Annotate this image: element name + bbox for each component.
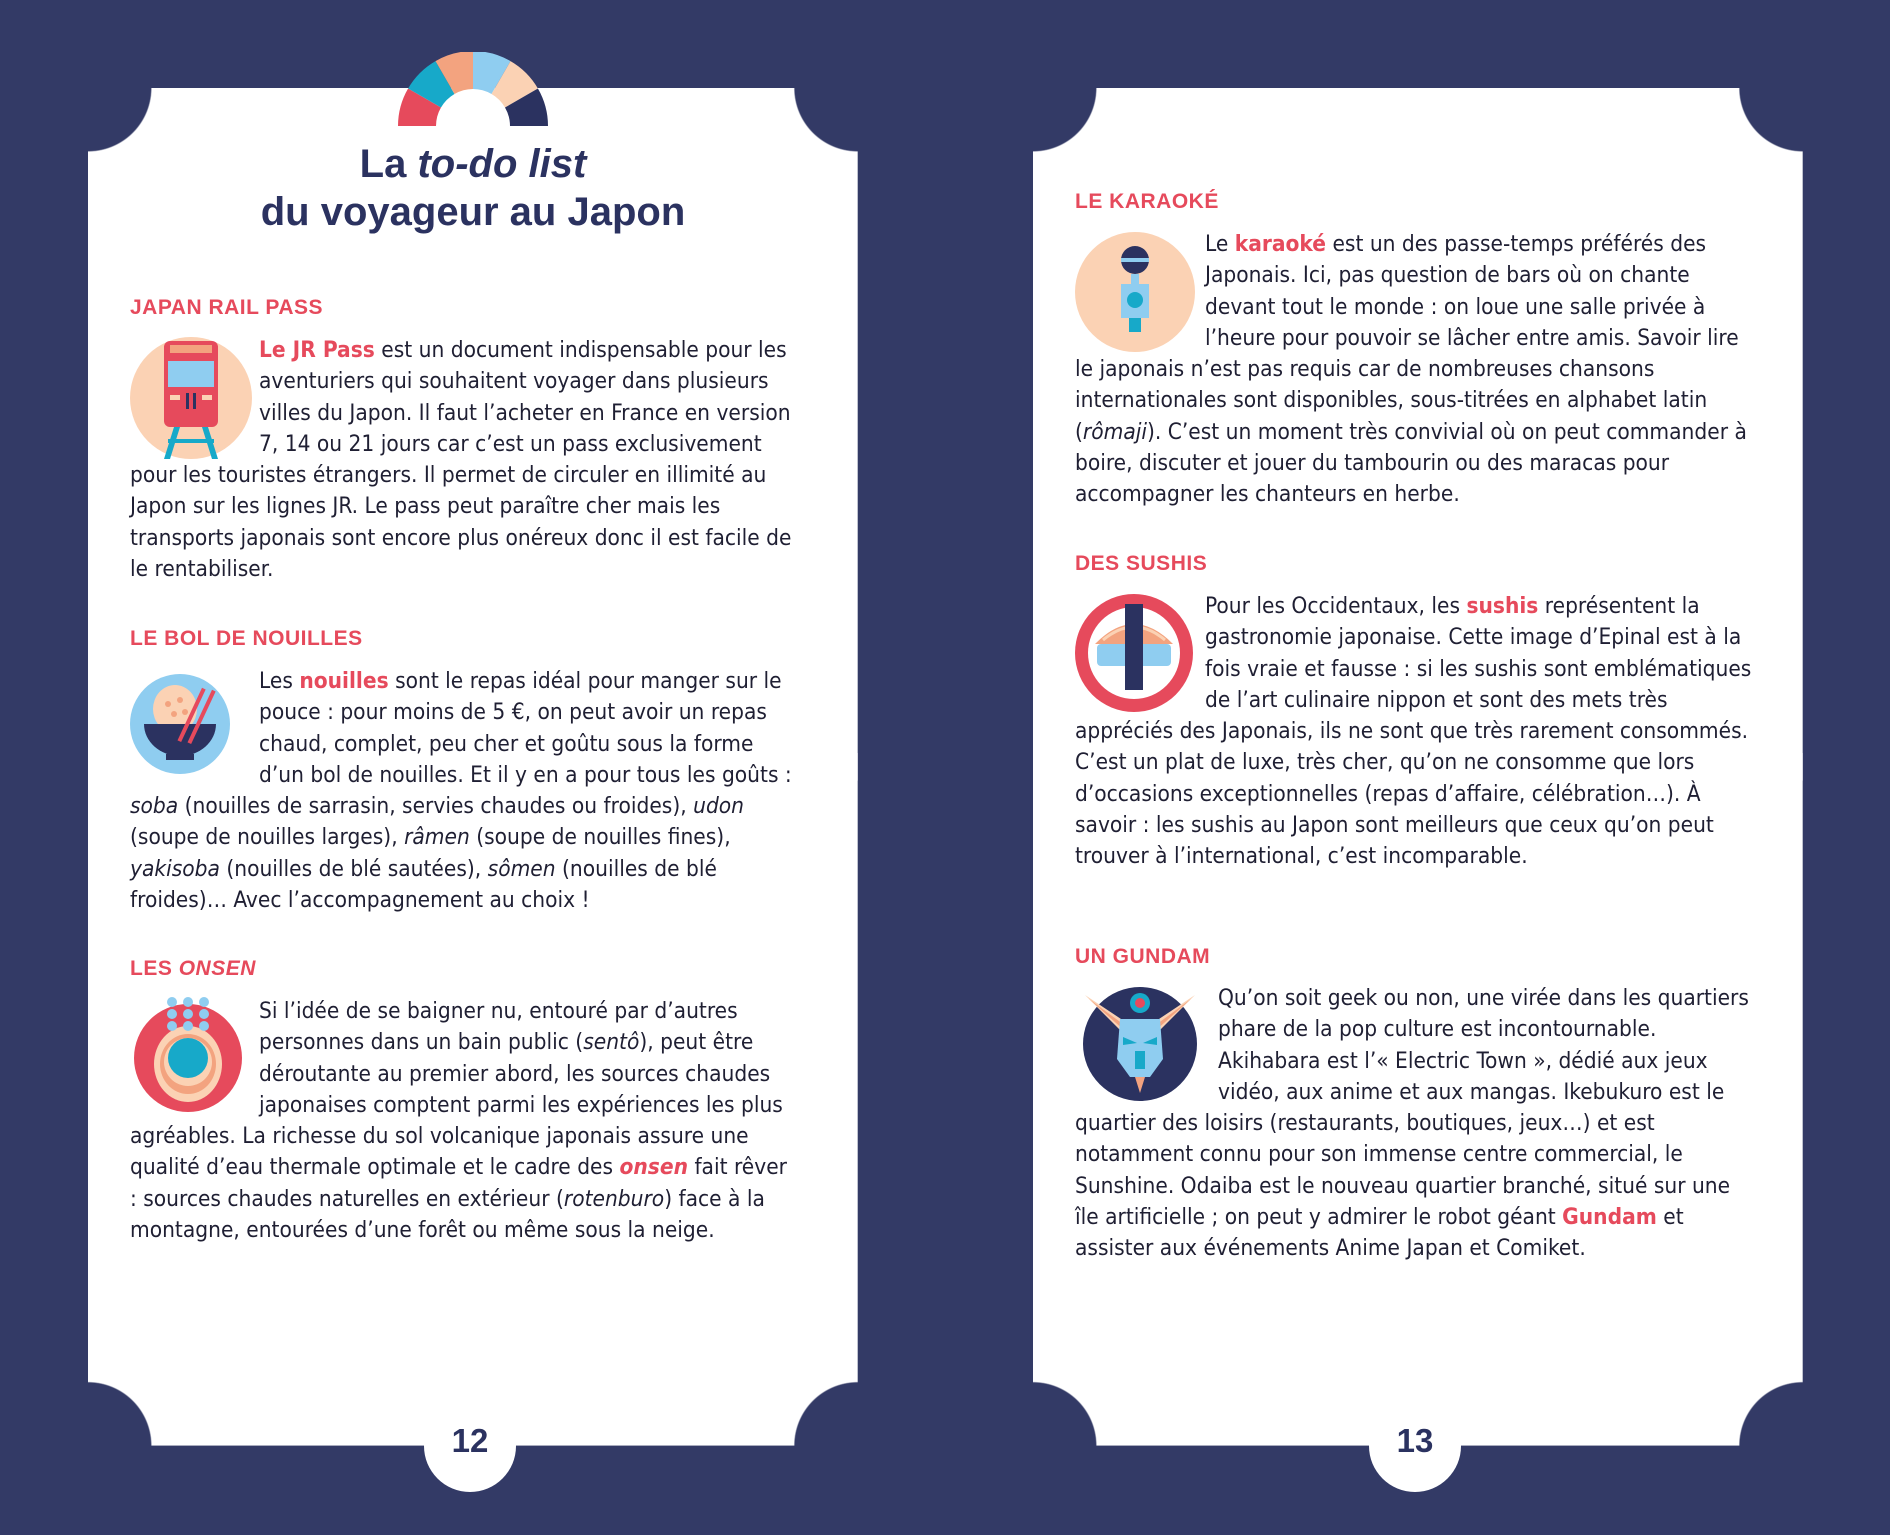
text-run: Pour les Occidentaux, les <box>1205 593 1467 619</box>
text-run: (soupe de nouilles fines), <box>469 824 731 851</box>
page-number-left: 12 <box>424 1400 516 1492</box>
text-run: ), peut être déroutante au premier abord, les sources chaudes japonaises comptent parmi les expériences les plus agréables. La richesse du sol volcanique japonais assure une qualité d’eau thermale optimale et le cadre des <box>130 1029 783 1181</box>
section-heading-noodles: LE BOL DE NOUILLES <box>130 627 363 650</box>
title-line1-pre: La <box>359 142 418 186</box>
emphasized-text: rômaji <box>1082 418 1147 445</box>
page-number-right: 13 <box>1369 1400 1461 1492</box>
text-run: Si l’idée de se baigner nu, entouré par d’autres personnes dans un bain public ( <box>259 998 738 1056</box>
text-run: (nouilles de blé froides)… Avec l’accompagnement au choix ! <box>130 855 717 914</box>
emphasized-text: sentô <box>583 1029 640 1056</box>
emphasized-text: onsen <box>619 1154 689 1181</box>
emphasized-text: sushis <box>1466 593 1539 619</box>
page-title <box>88 140 858 236</box>
text-run: est un des passe-temps préférés des Japonais. Ici, pas question de bars où on chante devant tout le monde : on loue une salle privée à l’heure pour pouvoir se lâcher entre amis. Savoir lire le japonais n’est pas requis car de nombreuses chansons internationales sont disponibles, sous-titrées en alphabet latin ( <box>1075 231 1739 445</box>
emphasized-text: râmen <box>404 824 470 851</box>
emphasized-text: sômen <box>487 855 556 882</box>
text-run: (soupe de nouilles larges), <box>130 824 405 851</box>
text-run: Qu’on soit geek ou non, une virée dans les quartiers phare de la pop culture est incontournable. Akihabara est l’« Electric Town », dédié aux jeux vidéo, aux anime et aux mangas. Ikebukuro est le quartier des loisirs (restaurants, boutiques, jeux…) et est notamment connu pour son immense centre commercial, le Sunshine. Odaiba est le nouveau quartier branché, situé sur une île artificielle ; on peut y admirer le robot géant <box>1075 985 1749 1231</box>
section-heading-jr-pass: JAPAN RAIL PASS <box>130 296 324 319</box>
heading-onsen-pre: LES <box>130 957 179 980</box>
emphasized-text: nouilles <box>299 668 389 694</box>
text-run: représentent la gastronomie japonaise. Cette image d’Epinal est à la fois vraie et fausse : si les sushis sont emblématiques de l’art culinaire nippon et sont des mets très appréciés des Japonais, ils ne sont que très rarement consommés. C’est un plat de luxe, très cher, qu’on ne consomme que lors d’occasions exceptionnelles (repas d’affaire, célébration…). À savoir : les sushis au Japon sont meilleurs que ceux qu’on peut trouver à l’international, c’est incomparable. <box>1075 593 1752 870</box>
emphasized-text: karaoké <box>1234 231 1327 257</box>
section-text-karaoke <box>1075 229 1755 511</box>
text-run: ). C’est un moment très convivial où on peut commander à boire, discuter et jouer du tambourin ou des maracas pour accompagner les chanteurs en herbe. <box>1075 418 1747 508</box>
text-run: Le <box>1205 231 1235 257</box>
text-run: sont le repas idéal pour manger sur le pouce : pour moins de 5 €, on peut avoir un repas chaud, complet, peu cher et goûtu sous la forme d’un bol de nouilles. Et il y en a pour tous les goûts : <box>259 668 792 788</box>
section-heading-karaoke: LE KARAOKÉ <box>1075 190 1219 213</box>
section-heading-onsen <box>130 957 256 981</box>
section-heading-sushi: DES SUSHIS <box>1075 552 1208 575</box>
text-run: ) face à la montagne, entourées d’une forêt ou même sous la neige. <box>130 1185 765 1244</box>
section-heading-gundam: UN GUNDAM <box>1075 945 1211 968</box>
text-run: Les <box>259 668 300 694</box>
heading-onsen-em: ONSEN <box>178 957 256 980</box>
section-text-sushi <box>1075 591 1755 873</box>
text-run: fait rêver : sources chaudes naturelles en extérieur ( <box>130 1154 787 1212</box>
section-text-onsen <box>130 996 800 1246</box>
section-text-gundam <box>1075 983 1755 1265</box>
emphasized-text: soba <box>130 793 179 820</box>
text-run: (nouilles de blé sautées), <box>219 855 488 882</box>
text-run: et assister aux événements Anime Japan et Comiket. <box>1075 1204 1684 1262</box>
section-text-noodles <box>130 666 800 916</box>
title-line2: du voyageur au Japon <box>260 190 686 234</box>
text-run: (nouilles de sarrasin, servies chaudes ou froides), <box>178 793 694 820</box>
rainbow-arc-icon <box>398 52 548 128</box>
title-line1-em: to-do list <box>417 142 587 186</box>
emphasized-text: yakisoba <box>130 855 220 882</box>
section-text-jr-pass <box>130 335 800 585</box>
emphasized-text: udon <box>693 793 745 820</box>
emphasized-text: Gundam <box>1562 1204 1657 1231</box>
emphasized-text: rotenburo <box>563 1185 665 1212</box>
emphasized-text: Le JR Pass <box>259 337 375 363</box>
text-run: est un document indispensable pour les aventuriers qui souhaitent voyager dans plusieurs villes du Japon. Il faut l’acheter en France en version 7, 14 ou 21 jours car c’est un pass exclusivement pour les touristes étrangers. Il permet de circuler en illimité au Japon sur les lignes JR. Le pass peut paraître cher mais les transports japonais sont encore plus onéreux donc il est facile de le rentabiliser. <box>130 337 792 583</box>
